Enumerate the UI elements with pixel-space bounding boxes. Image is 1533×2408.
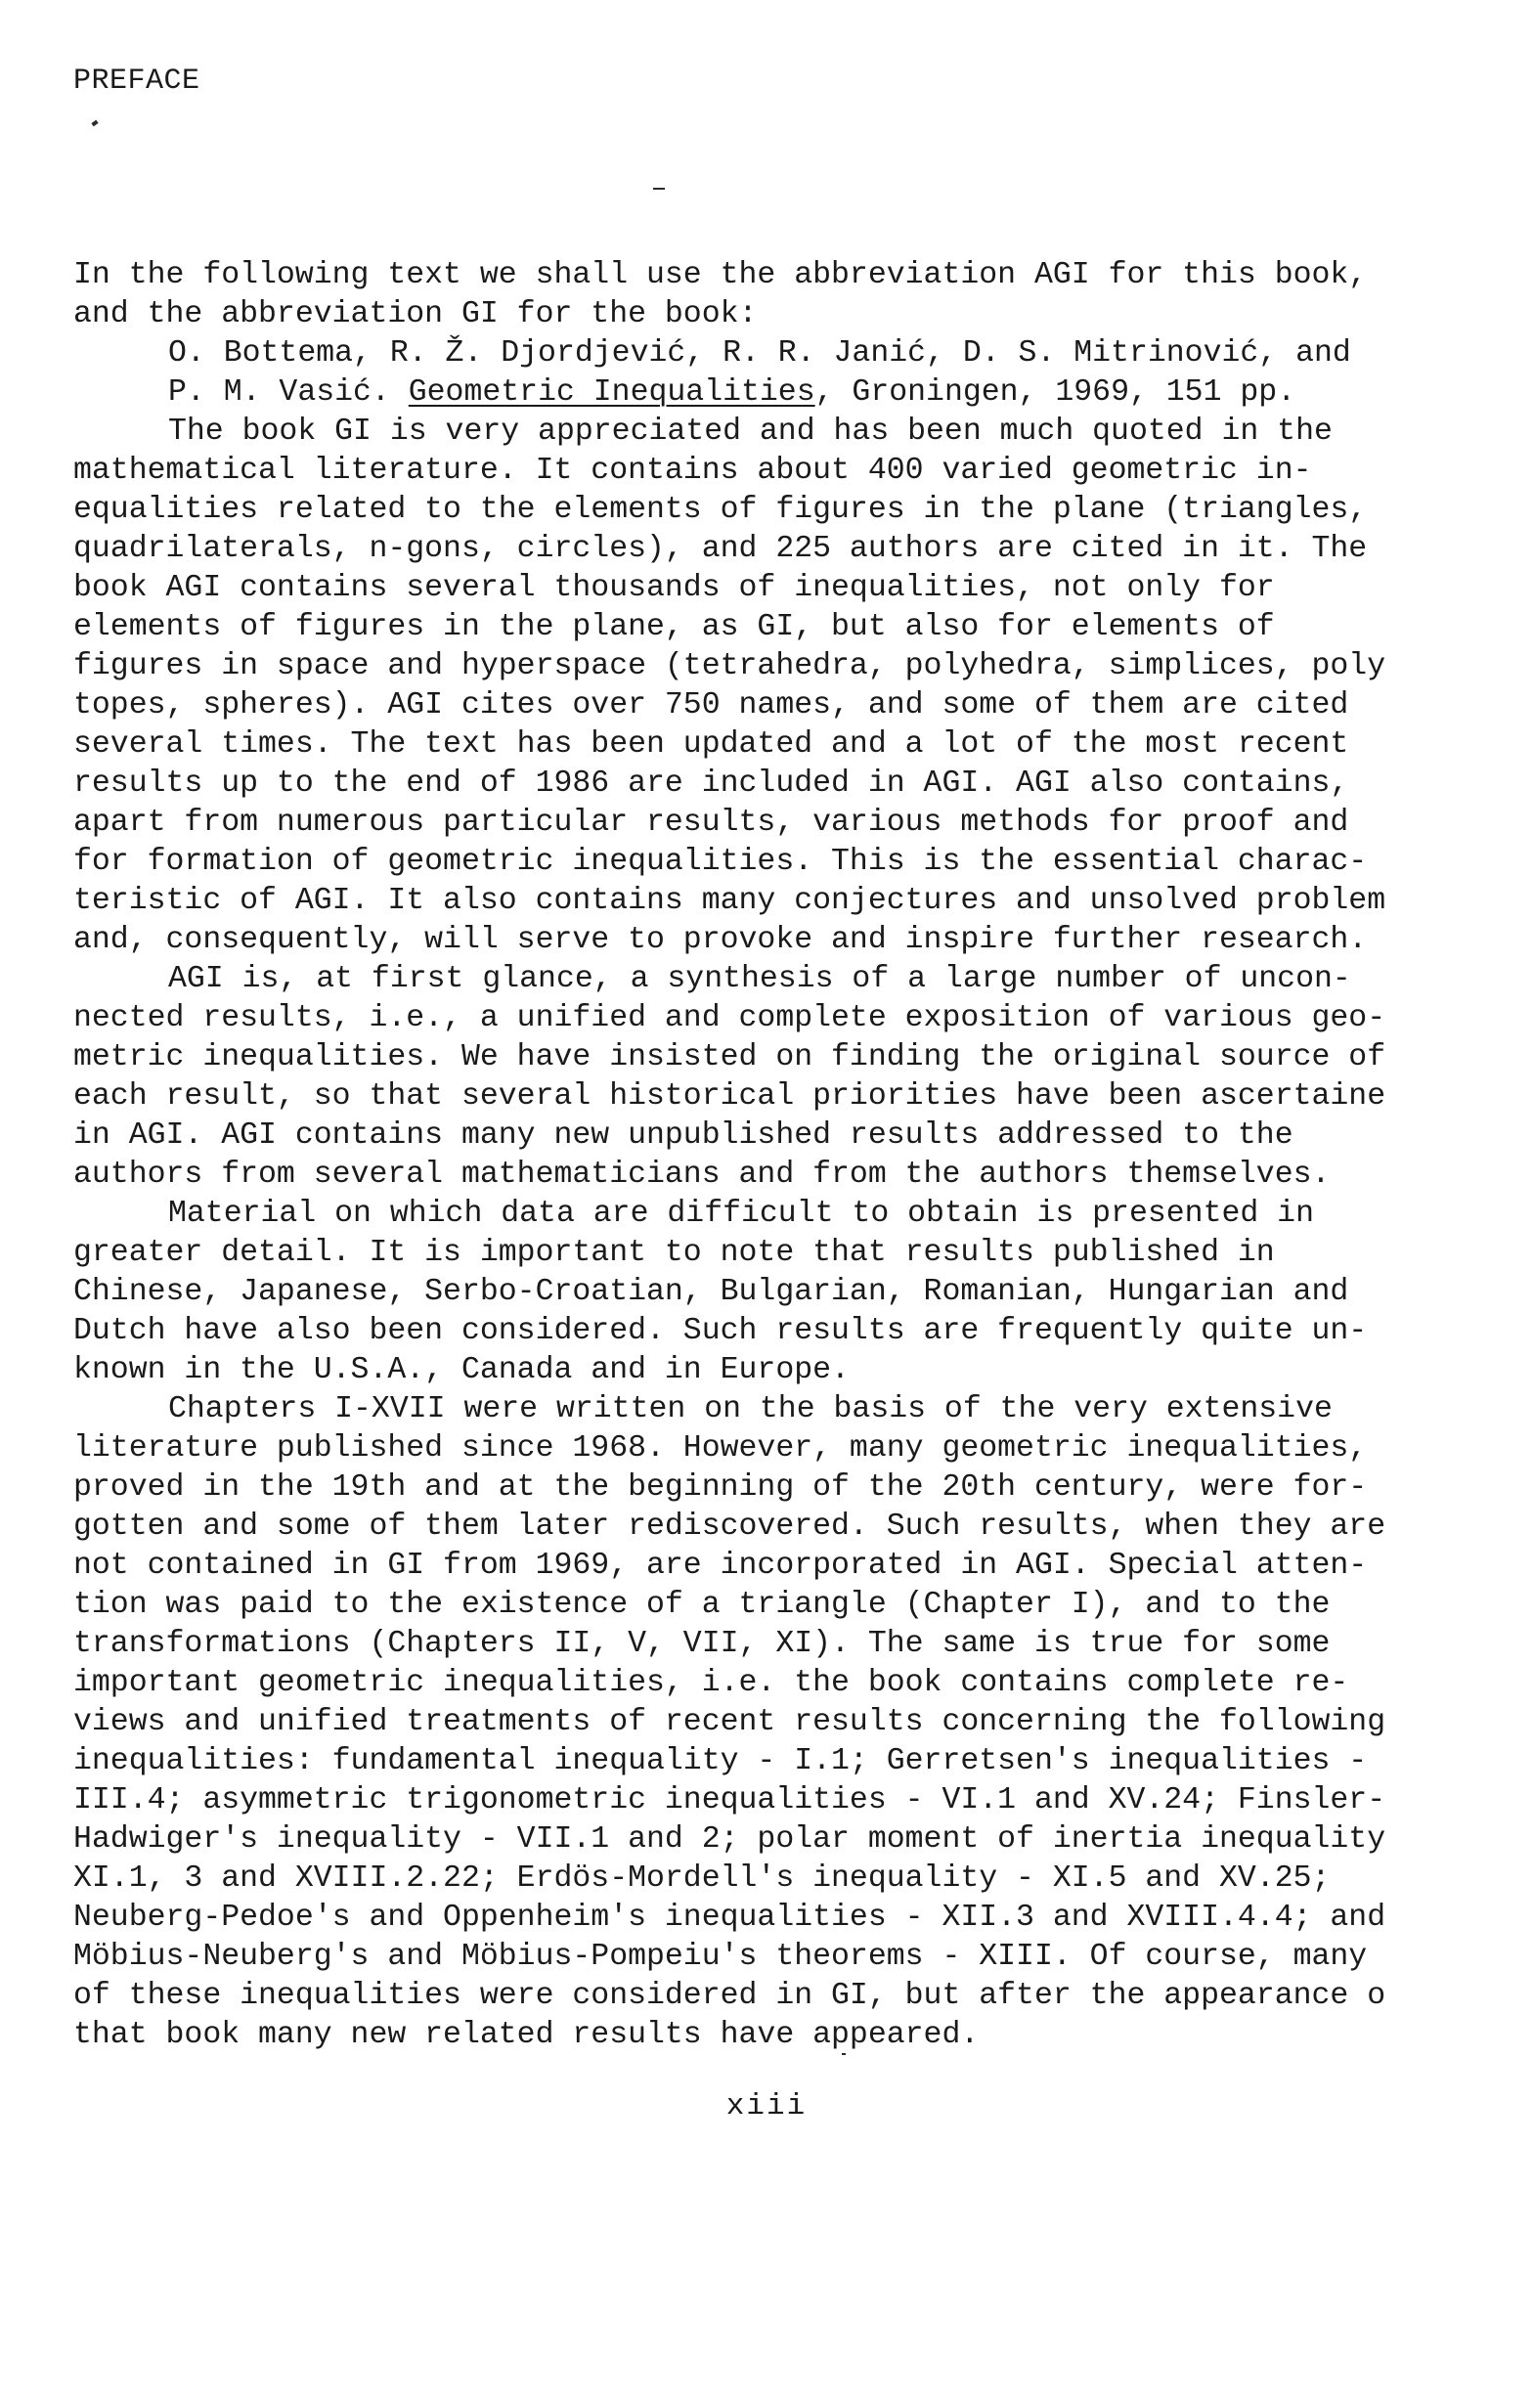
text-line: authors from several mathematicians and from the authors themselves. xyxy=(73,1158,1331,1192)
text-line: quadrilaterals, n-gons, circles), and 225 authors are cited in it. The xyxy=(73,532,1368,566)
text-line: known in the U.S.A., Canada and in Europe. xyxy=(73,1353,850,1387)
text-line: inequalities: fundamental inequality - I.1; Gerretsen's inequalities - xyxy=(73,1744,1368,1778)
paragraph-start: AGI is, at first glance, a synthesis of a large number of uncon- xyxy=(168,962,1351,996)
citation-author-tail: P. M. Vasić. xyxy=(168,375,409,410)
text-line: teristic of AGI. It also contains many conjectures and unsolved problem xyxy=(73,884,1386,918)
text-line: apart from numerous particular results, various methods for proof and xyxy=(73,806,1349,840)
citation-line xyxy=(73,373,1471,413)
text-line: tion was paid to the existence of a triangle (Chapter I), and to the xyxy=(73,1588,1331,1622)
paragraph-start: Chapters I-XVII were written on the basis of the very extensive xyxy=(168,1392,1333,1426)
text-line: Neuberg-Pedoe's and Oppenheim's inequalities - XII.3 and XVIII.4.4; and xyxy=(73,1901,1386,1935)
text-line: transformations (Chapters II, V, VII, XI). The same is true for some xyxy=(73,1627,1331,1661)
text-line: proved in the 19th and at the beginning of the 20th century, were for- xyxy=(73,1470,1368,1505)
text-line: results up to the end of 1986 are included in AGI. AGI also contains, xyxy=(73,766,1349,801)
text-line: metric inequalities. We have insisted on finding the original source of xyxy=(73,1040,1386,1074)
text-line: gotten and some of them later rediscovered. Such results, when they are xyxy=(73,1510,1386,1544)
text-line: equalities related to the elements of figures in the plane (triangles, xyxy=(73,493,1368,527)
text-line: figures in space and hyperspace (tetrahedra, polyhedra, simplices, poly xyxy=(73,649,1386,683)
text-line: and, consequently, will serve to provoke and inspire further research. xyxy=(73,923,1368,957)
text-line: XI.1, 3 and XVIII.2.22; Erdös-Mordell's inequality - XI.5 and XV.25; xyxy=(73,1861,1331,1896)
page-number: xiii xyxy=(725,2089,808,2123)
text-line: nected results, i.e., a unified and complete exposition of various geo- xyxy=(73,1001,1386,1035)
text-line: views and unified treatments of recent results concerning the following xyxy=(73,1705,1386,1739)
text-line: several times. The text has been updated and a lot of the most recent xyxy=(73,727,1349,762)
text-line: in AGI. AGI contains many new unpublished results addressed to the xyxy=(73,1118,1293,1153)
paragraph-start: The book GI is very appreciated and has been much quoted in the xyxy=(168,415,1333,449)
text-line: Chinese, Japanese, Serbo-Croatian, Bulgarian, Romanian, Hungarian and xyxy=(73,1275,1349,1309)
ink-speck xyxy=(653,188,665,190)
text-line: Möbius-Neuberg's and Möbius-Pompeiu's theorems - XIII. Of course, many xyxy=(73,1940,1368,1974)
text-line: important geometric inequalities, i.e. the book contains complete re- xyxy=(73,1666,1349,1700)
text-line: for formation of geometric inequalities. This is the essential charac- xyxy=(73,845,1368,879)
citation-title: Geometric Inequalities xyxy=(408,375,815,410)
text-line: that book many new related results have appeared. xyxy=(73,2018,980,2052)
text-line: each result, so that several historical priorities have been ascertaine xyxy=(73,1079,1386,1114)
text-line: elements of figures in the plane, as GI, but also for elements of xyxy=(73,610,1275,644)
ink-speck xyxy=(91,120,98,127)
text-line: Dutch have also been considered. Such results are frequently quite un- xyxy=(73,1314,1368,1348)
running-head: PREFACE xyxy=(73,65,200,98)
paragraph-start: Material on which data are difficult to obtain is presented in xyxy=(168,1197,1314,1231)
text-line: of these inequalities were considered in GI, but after the appearance o xyxy=(73,1979,1386,2013)
text-line: and the abbreviation GI for the book: xyxy=(73,297,758,331)
text-line: topes, spheres). AGI cites over 750 names, and some of them are cited xyxy=(73,688,1349,722)
text-line: III.4; asymmetric trigonometric inequalities - VI.1 and XV.24; Finsler- xyxy=(73,1783,1386,1817)
text-line: greater detail. It is important to note that results published in xyxy=(73,1236,1275,1270)
text-line: Hadwiger's inequality - VII.1 and 2; polar moment of inertia inequality xyxy=(73,1822,1386,1857)
text-line: mathematical literature. It contains about 400 varied geometric in- xyxy=(73,454,1312,488)
text-line: In the following text we shall use the abbreviation AGI for this book, xyxy=(73,258,1368,292)
text-line: book AGI contains several thousands of inequalities, not only for xyxy=(73,571,1275,605)
preface-body xyxy=(73,256,1471,2055)
text-line: not contained in GI from 1969, are incorporated in AGI. Special atten- xyxy=(73,1549,1368,1583)
citation-details: , Groningen, 1969, 151 pp. xyxy=(814,375,1296,410)
citation-authors: O. Bottema, R. Ž. Djordjević, R. R. Janić, D. S. Mitrinović, and xyxy=(168,336,1351,371)
text-line: literature published since 1968. However, many geometric inequalities, xyxy=(73,1431,1368,1466)
